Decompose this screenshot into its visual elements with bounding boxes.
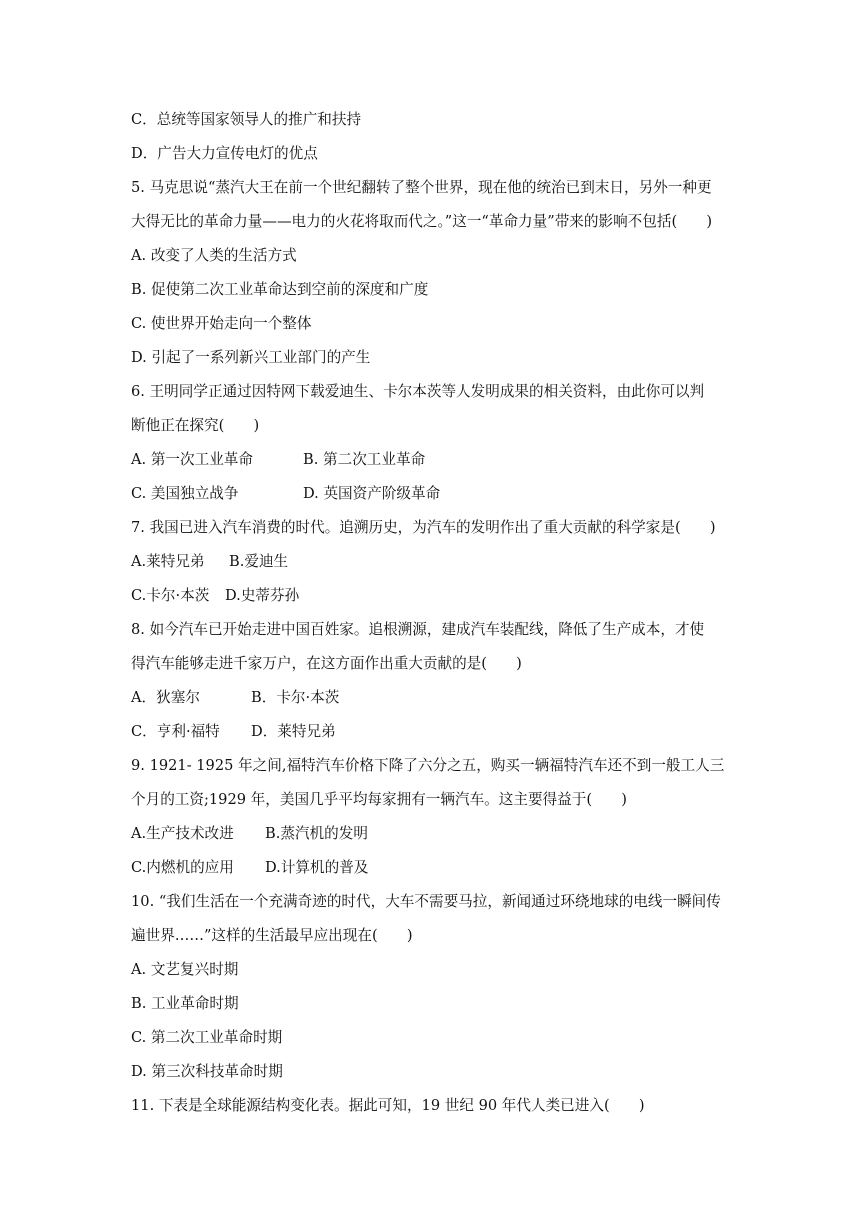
q8-stem-line-1: 8. 如今汽车已开始走进中国百姓家。追根溯源，建成汽车装配线，降低了生产成本，才使 (131, 621, 705, 638)
q8-options-cd (131, 722, 336, 742)
q6-option-c: C. 美国独立战争 (131, 485, 239, 502)
q9-options-cd (131, 858, 369, 878)
q10-option-d: D. 第三次科技革命时期 (131, 1063, 283, 1080)
q10-option-a: A. 文艺复兴时期 (131, 961, 239, 978)
q9-option-a: A.生产技术改进 (131, 825, 234, 842)
q5-stem-line-2: 大得无比的革命力量——电力的火花将取而代之。”这一“革命力量”带来的影响不包括( ) (131, 213, 713, 230)
q6-option-d: D. 英国资产阶级革命 (303, 485, 441, 502)
q6-option-a: A. 第一次工业革命 (131, 451, 253, 468)
q7-option-d: D.史蒂芬孙 (225, 587, 300, 604)
q8-options-ab (131, 688, 340, 708)
q9-stem-line-2: 个月的工资;1929 年，美国几乎平均每家拥有一辆汽车。这主要得益于( ) (131, 791, 627, 808)
q10-option-b: B. 工业革命时期 (131, 995, 239, 1012)
q6-stem-line-2: 断他正在探究( ) (131, 417, 260, 434)
q10-stem-line-2: 遍世界……”这样的生活最早应出现在( ) (131, 927, 413, 944)
q5-option-d: D. 引起了一系列新兴工业部门的产生 (131, 349, 371, 366)
q5-option-b: B. 促使第二次工业革命达到空前的深度和广度 (131, 281, 429, 298)
q10-stem-line-1: 10. “我们生活在一个充满奇迹的时代，大车不需要马拉，新闻通过环绕地球的电线一瞬间传 (131, 893, 721, 910)
q7-stem: 7. 我国已进入汽车消费的时代。追溯历史，为汽车的发明作出了重大贡献的科学家是( ) (131, 519, 716, 536)
q4-option-c: C．总统等国家领导人的推广和扶持 (131, 111, 362, 128)
q8-option-a: A．狄塞尔 (131, 689, 200, 706)
q7-options-cd (131, 586, 300, 606)
q9-option-b: B.蒸汽机的发明 (265, 825, 368, 842)
q7-option-b: B.爱迪生 (229, 553, 289, 570)
q11-stem: 11. 下表是全球能源结构变化表。据此可知，19 世纪 90 年代人类已进入( ) (131, 1097, 645, 1114)
q9-options-ab (131, 824, 368, 844)
q9-stem-line-1: 9. 1921- 1925 年之间,福特汽车价格下降了六分之五，购买一辆福特汽车还不到一般工人三 (131, 757, 725, 774)
q8-option-b: B．卡尔·本茨 (251, 689, 340, 706)
q8-option-d: D．莱特兄弟 (251, 723, 336, 740)
q5-option-a: A. 改变了人类的生活方式 (131, 247, 297, 264)
q9-option-d: D.计算机的普及 (265, 859, 369, 876)
q6-option-b: B. 第二次工业革命 (303, 451, 426, 468)
q5-stem-line-1: 5. 马克思说“蒸汽大王在前一个世纪翻转了整个世界，现在他的统治已到末日，另外一种更 (131, 179, 712, 196)
q6-stem-line-1: 6. 王明同学正通过因特网下载爱迪生、卡尔本茨等人发明成果的相关资料，由此你可以判 (131, 383, 705, 400)
q7-options-ab (131, 552, 289, 572)
q6-options-ab (131, 450, 426, 470)
q8-stem-line-2: 得汽车能够走进千家万户，在这方面作出重大贡献的是( ) (131, 655, 522, 672)
q4-option-d: D．广告大力宣传电灯的优点 (131, 145, 318, 162)
q9-option-c: C.内燃机的应用 (131, 859, 234, 876)
q7-option-c: C.卡尔·本茨 (131, 587, 210, 604)
q8-option-c: C．亨利·福特 (131, 723, 220, 740)
q7-option-a: A.莱特兄弟 (131, 553, 205, 570)
q10-option-c: C. 第二次工业革命时期 (131, 1029, 283, 1046)
q5-option-c: C. 使世界开始走向一个整体 (131, 315, 312, 332)
q6-options-cd (131, 484, 441, 504)
